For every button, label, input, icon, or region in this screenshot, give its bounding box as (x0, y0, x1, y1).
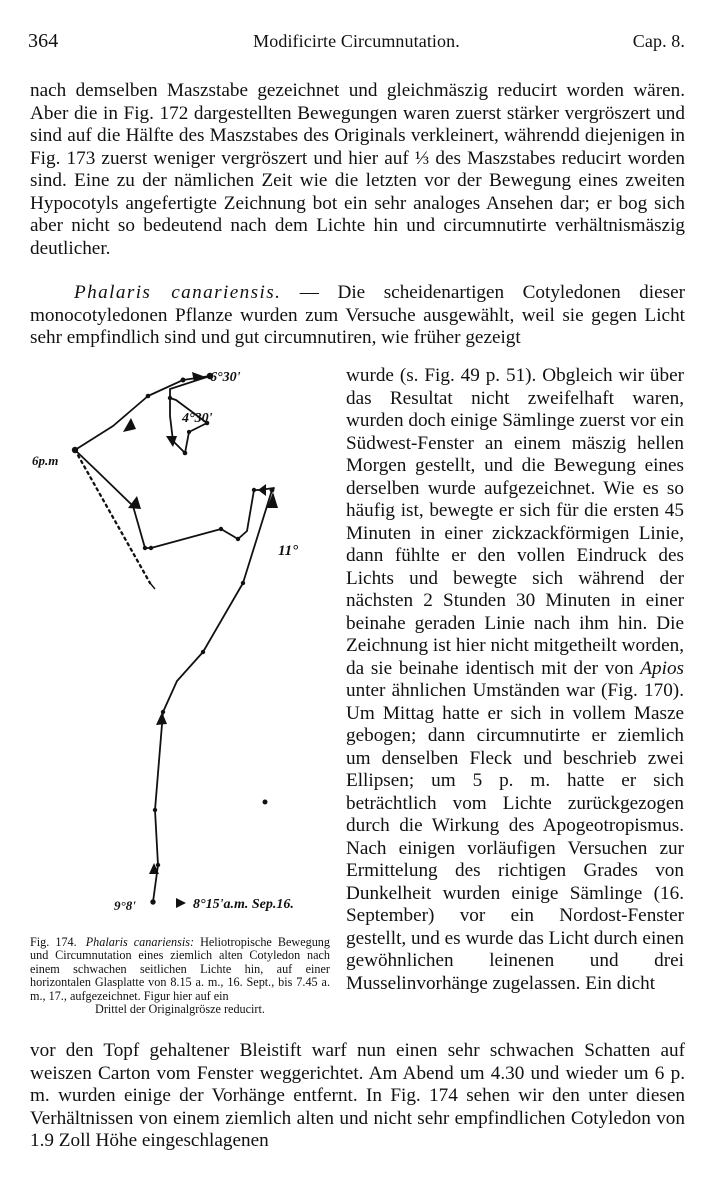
species-name: Phalaris canariensis. (74, 282, 282, 303)
trace-dot (236, 537, 240, 541)
label-6pm: 6p.m (32, 453, 59, 468)
bottom-text: vor den Topf gehaltener Bleistift warf nun einen sehr schwachen Schatten auf weiszen Carton vom Fenster weggerichtet. Am Abend um 4.30 und wieder um 6 p. m. wurden einige der Vorhänge entfernt. In Fig. 174 sehen wir den unter diesen Verhältnissen von einem ziemlich alten und nicht sehr empfindlichen Cotyledon von 1.9 Zoll Höhe eingeschlagenen (30, 1040, 685, 1151)
trace-dot (270, 488, 275, 493)
right-column-tail: unter ähnlichen Umständen war (Fig. 170). Um Mittag hatte er sich in vollem Masze gebogen; dann circumnutirte er ziemlich um denselben Fleck und beschrieb zwei Ellipsen; um 5 p. m. hatte er sich beträchtlich vom Lichte zurückgezogen durch die Wirkung des Apogeotropismus. Nach einigen vorläufigen Versuchen zur Ermittelung des richtigen Grades von Dunkelheit wurden einige Sämlinge (16. September) vor ein Nordost-Fenster gestellt, und es wurde das Licht durch einen gewöhnlichen leinenen und drei Musselinvorhänge zugelassen. Ein dicht (346, 680, 684, 994)
trace-dot (146, 394, 151, 399)
trace-dot (150, 899, 155, 904)
trace-dot (252, 488, 256, 492)
trace-dot (219, 527, 223, 531)
trace-dot (149, 546, 153, 550)
trace-dot (201, 650, 205, 654)
label-430: 4°30' (182, 411, 213, 426)
arrow-mark (156, 712, 167, 725)
chapter-label: Cap. 8. (632, 31, 685, 51)
trace-dot (156, 863, 160, 867)
arrow-mark (176, 898, 186, 908)
caption-text: Heliotropische Bewegung und Circumnutation eines ziemlich alten Cotyledon nach einem schwachen seitlichen Lichte hin, auf einer horizontalen Glasplatte von 8.15 a. m., 16. Sept., bis 7.45 a. m., 17., aufgezeichnet. Figur hier auf ein (30, 935, 330, 1003)
figure-174 (25, 352, 343, 927)
movement-trace (75, 376, 274, 902)
right-column-main: wurde (s. Fig. 49 p. 51). Obgleich wir über das Resultat nicht zweifelhaft waren, wurden doch einige Sämlinge zuerst vor ein Südwest-Fenster an einem mäszig hellen Morgen gestellt, und die Bewegung eines derselben wurde aufgezeichnet. Wie es so häufig ist, bewegte er sich für die ersten 45 Minuten in einer zickzackförmigen Linie, dann fühlte er den vollen Eindruck des Lichts und bewegte sich während der nächsten 2 Stunden 30 Minuten in einer beinahe geraden Linie nach ihm hin. Die Zeichnung ist hier nicht mitgetheilt worden, da sie beinahe identisch mit der von (346, 365, 684, 679)
running-head (28, 30, 685, 56)
trace-dot (168, 396, 172, 400)
trace-dot (171, 439, 175, 443)
phalaris-lead-text: — Die scheidenartigen Cotyledonen dieser monocotyledonen Pflanze wurden zum Versuche ausgewählt, weil sie gegen Licht sehr empfindlich sind und gut circumnutiren, wie früher gezeigt (30, 282, 685, 348)
trace-dot (143, 546, 147, 550)
right-column-text (346, 346, 684, 1014)
running-title: Modificirte Circumnutation. (253, 31, 460, 51)
label-11: 11° (278, 543, 299, 559)
trace-dot (153, 808, 157, 812)
paragraph-1: nach demselben Maszstabe gezeichnet und gleichmäszig reducirt worden wären. Aber die in Fig. 172 dargestellten Bewegungen waren zuerst stärker vergröszert und sind auf die Hälfte des Maszstabes des Originals verkleinert, währendd diejenigen in Fig. 173 zuerst weniger vergröszert und hier auf ⅓ des Maszstabes reducirt worden sind. Eine zu der nämlichen Zeit wie die letzten vor der Bewegung eines zweiten Hypocotyls angefertigte Zeichnung bot ein sehr analoges Ansehen dar; er bog sich aber nicht so bedeutend nach dem Lichte hin und circumnutirte verhältnismäszig deutlicher. (30, 80, 685, 259)
paragraph-top (30, 80, 685, 260)
apios-name: Apios (640, 657, 685, 679)
phalaris-intro (30, 282, 685, 350)
dotted-end-mark (150, 583, 155, 589)
figure-caption (30, 936, 330, 1016)
label-630: 6°30' (210, 370, 241, 385)
page-number: 364 (28, 30, 59, 52)
arrow-mark (123, 418, 136, 432)
circumnutation-diagram (25, 352, 343, 927)
paragraph-bottom (30, 1040, 685, 1153)
printing-speck (263, 800, 268, 805)
caption-label: Fig. 174. (30, 935, 77, 949)
trace-dot (161, 710, 165, 714)
caption-species: Phalaris canariensis: (85, 935, 195, 949)
trace-dot (181, 378, 186, 383)
caption-tail: Drittel der Originalgrösze reducirt. (95, 1002, 265, 1017)
trace-dot (72, 447, 78, 453)
label-start: 8°15'a.m. Sep.16. (193, 897, 294, 912)
trace-dot (187, 430, 191, 434)
label-98: 9°8' (114, 898, 136, 913)
trace-dot (241, 581, 245, 585)
arrow-mark (258, 484, 266, 496)
trace-dot (183, 451, 188, 456)
dotted-segment (75, 450, 150, 583)
